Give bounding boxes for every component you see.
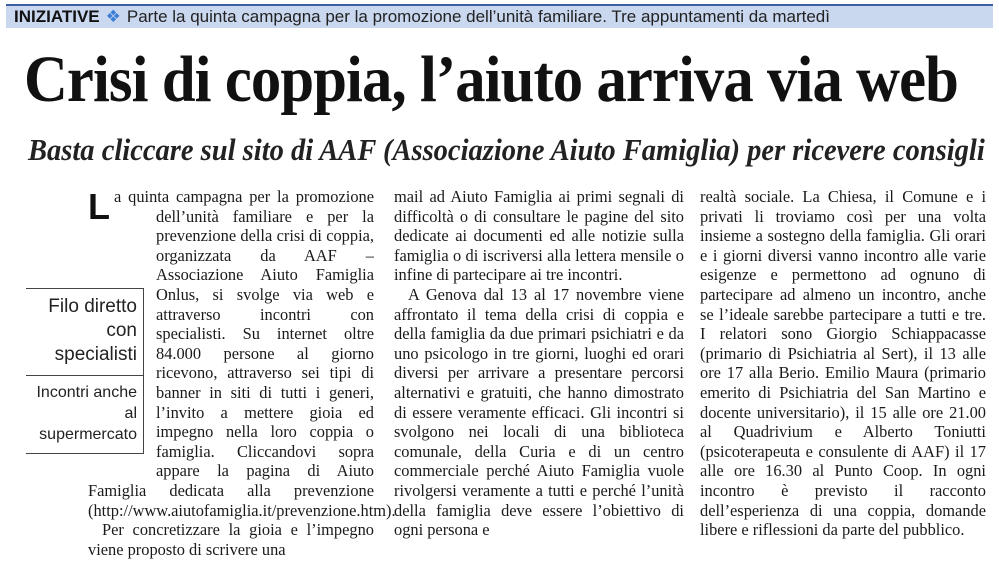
diamond-icon: ❖ bbox=[105, 7, 121, 26]
paragraph-text: a quinta campagna per la promozione dell’unità familiare e per la prevenzione della crisi di coppia, organizzata da AAF – Associazione Aiuto Famiglia Onlus, si svolge via web e attraverso incontri con specialisti. Su internet oltre 84.000 persone al giorno ricevono, attraverso sei tipi di banner in siti di tutti i generi, l’invito a mettere gioia ed impegno nella loro coppia o famiglia. Cliccandovi sopra appare la pagina di Aiuto Famiglia dedicata alla prevenzione (http://www.aiutofamiglia.it/prevenzione.htm). bbox=[88, 187, 396, 520]
pull-quote-2: Incontri anche al supermercato bbox=[26, 375, 144, 454]
section-tag: INIZIATIVE bbox=[14, 7, 100, 26]
paragraph: realtà sociale. La Chiesa, il Comune e i privati li troviamo così per una volta insieme a sostegno della famiglia. Gli orari e i giorni diversi vanno incontro alle varie esigenze e permettono ad ognuno di partecipare ad almeno un incontro, anche se l’ideale sarebbe partecipare a tutti e tre. I relatori sono Giorgio Schiappacasse (primario di Psichiatria al Sert), il 13 alle ore 17 alla Berio. Emilio Maura (primario emerito di Psichiatria del San Martino e docente universitario), il 15 alle ore 21.00 al Quadrivium e Alberto Toniutti (psicoterapeuta e consulente di AAF) il 17 alle ore 16.30 al Punto Coop. In ogni incontro è previsto il racconto dell’esperienza di una coppia, domande libere e riflessioni da parte del pubblico. bbox=[700, 187, 986, 540]
paragraph: Per concretizzare la gioia e l’impegno viene proposto di scrivere una bbox=[88, 520, 374, 559]
kicker-bar bbox=[6, 4, 993, 28]
paragraph: mail ad Aiuto Famiglia ai primi segnali di difficoltà o di consultare le pagine del sito dedicate ai documenti ed alle notizie sulla famiglia o di iscriversi alla lettera mensile o infine di partecipare ai tre incontri. bbox=[394, 187, 684, 285]
drop-cap: L bbox=[88, 186, 110, 227]
headline: Crisi di coppia, l’aiuto arriva via web bbox=[24, 43, 958, 116]
kicker-text: Parte la quinta campagna per la promozione dell’unità familiare. Tre appuntamenti da martedì bbox=[126, 7, 830, 26]
subheadline: Basta cliccare sul sito di AAF (Associazione Aiuto Famiglia) per ricevere consigli bbox=[28, 132, 985, 167]
sidebar-pull-quotes bbox=[26, 288, 144, 454]
pull-quote-1: Filo diretto con specialisti bbox=[26, 288, 144, 375]
paragraph: A Genova dal 13 al 17 novembre viene affrontato il tema della crisi di coppia e della famiglia da due primari psichiatri e da uno psicologo in tre giorni, luoghi ed orari diversi per arrivare a presentare percorsi alternativi e gratuiti, che hanno dimostrato di essere veramente efficaci. Gli incontri si svolgono nei locali di una biblioteca comunale, della Curia e di un centro commerciale perché Aiuto Famiglia vuole rivolgersi veramente a tutti e perché l’unità della famiglia deve essere l’obiettivo di ogni persona e bbox=[394, 284, 684, 540]
article-column-2 bbox=[394, 187, 684, 540]
article-column-3 bbox=[700, 187, 986, 540]
